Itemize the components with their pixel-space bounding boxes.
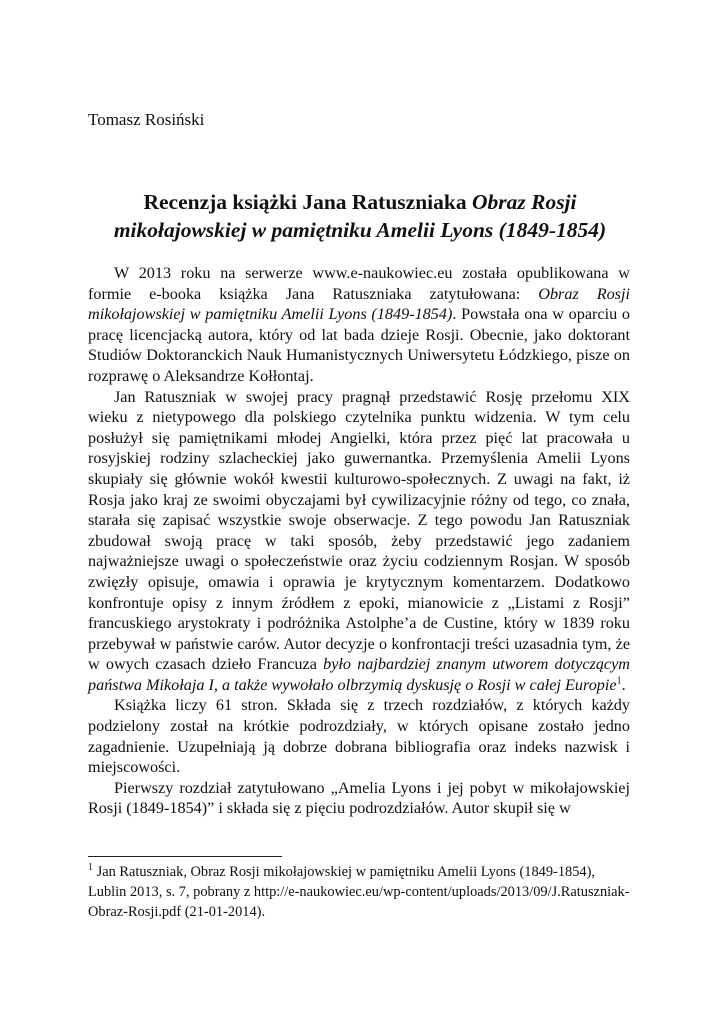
review-body bbox=[88, 263, 630, 819]
paragraph-2-part-a: Jan Ratuszniak w swojej pracy pragnął przedstawić Rosję przełomu XIX wieku z nietypowego dla polskiego czytelnika punktu widzenia. W tym celu posłużył się pamiętnikami młodej Angielki, która przez pięć lat pracowała u rosyjskiej rodziny szlacheckiej jako guwernantka. Przemyślenia Amelii Lyons skupiały się głównie wokół kwestii kulturowo-społecznych. Z uwagi na fakt, iż Rosja jako kraj ze swoimi obyczajami był cywilizacyjnie różny od tego, co znała, starała się zapisać wszystkie swoje obserwacje. Z tego powodu Jan Ratuszniak zbudował swoją pracę w taki sposób, żeby przedstawić jego zadaniem najważniejsze uwagi o społeczeństwie oraz życiu codziennym Rosjan. W sposób zwięzły opisuje, omawia i oprawia je krytycznym komentarzem. Dodatkowo konfrontuje opisy z innym źródłem z epoki, mianowicie z „Listami z Rosji” francuskiego arystokraty i podróżnika Astolphe’a de Custine, który w 1839 roku przebywał w państwie carów. Autor decyzje o konfrontacji treści uzasadnia tym, że w owych czasach dzieło Francuza bbox=[88, 387, 630, 674]
footnote-number: 1 bbox=[88, 862, 93, 874]
paragraph-2 bbox=[88, 387, 630, 696]
paragraph-1-part-a: W 2013 roku na serwerze www.e-naukowiec.eu została opublikowana w formie e-booka książka Jana Ratuszniaka zatytułowana: bbox=[88, 264, 630, 303]
paragraph-3: Książka liczy 61 stron. Składa się z trzech rozdziałów, z których każdy podzielony został na krótkie podrozdziały, w których opisane zostało jedno zagadnienie. Uzupełniają ją dobrze dobrana bibliografia oraz indeks nazwisk i miejscowości. bbox=[88, 696, 630, 777]
paragraph-4: Pierwszy rozdział zatytułowano „Amelia Lyons i jej pobyt w mikołajowskiej Rosji (1849-1854)” i składa się z pięciu podrozdziałów. Autor skupił się w bbox=[88, 778, 630, 818]
footnote-divider bbox=[88, 856, 282, 857]
author-name: Tomasz Rosiński bbox=[88, 110, 205, 129]
footnote bbox=[88, 862, 633, 922]
footnote-text: Jan Ratuszniak, Obraz Rosji mikołajowskiej w pamiętniku Amelii Lyons (1849-1854), Lublin 2013, s. 7, pobrany z http://e-naukowiec.eu/wp-content/uploads/2013/09/J.Ratuszniak-Obraz-Rosji.pdf (21-01-2014). bbox=[88, 864, 630, 920]
title-book-name: Obraz Rosji mikołajowskiej w pamiętniku Amelii Lyons (1849-1854) bbox=[113, 190, 607, 242]
paragraph-1 bbox=[88, 263, 630, 387]
footnote-reference[interactable]: 1 bbox=[616, 675, 622, 687]
paragraph-2-part-c: . bbox=[621, 675, 626, 694]
paragraph-1-book-title: Obraz Rosji mikołajowskiej w pamiętniku Amelii Lyons (1849-1854) bbox=[88, 284, 630, 324]
review-title bbox=[90, 188, 630, 244]
paragraph-2-quote: było najbardziej znanym utworem dotyczącym państwa Mikołaja I, a także wywołało olbrzymią dyskusję o Rosji w całej Europie bbox=[88, 655, 630, 694]
title-prefix: Recenzja książki Jana Ratuszniaka bbox=[143, 190, 472, 214]
paragraph-1-part-c: . Powstała ona w oparciu o pracę licencjacką autora, który od lat bada dzieje Rosji. Obecnie, jako doktorant Studiów Doktoranckich Nauk Humanistycznych Uniwersytetu Łódzkiego, pisze on rozprawę o Aleksandrze Kołłontaj. bbox=[88, 305, 630, 385]
